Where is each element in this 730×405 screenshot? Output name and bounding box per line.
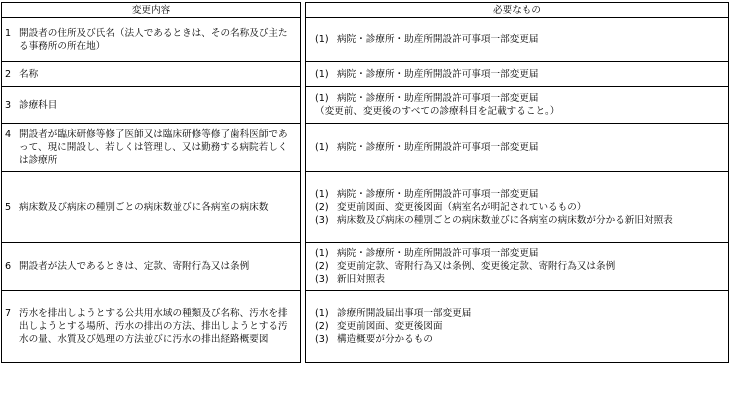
item-number: 3 [5,99,12,111]
item-number: 7 [5,308,12,319]
change-cell [2,172,301,243]
requirement-mark: (1) [315,68,329,80]
requirement-text: 構造概要が分かるもの [337,334,433,345]
requirement-text: 新旧対照表 [337,274,385,285]
requirement-item [315,307,724,320]
requirements-cell [306,18,729,62]
requirement-text: 病院・診療所・助産所開設許可事項一部変更届 [337,188,539,200]
requirement-mark: (1) [315,142,329,153]
change-text: 名称 [19,68,39,80]
requirement-item [315,214,724,227]
changes-table [1,2,729,363]
change-text: 開設者が法人であるときは、定款、寄附行為又は条例 [19,261,250,272]
header-required-items: 必要なもの [306,3,729,18]
table-body [2,18,729,363]
requirement-text: 変更前図面、変更後図面（病室名が明記されているもの） [337,201,587,213]
requirement-item [315,247,724,260]
requirement-text: 病院・診療所・助産所開設許可事項一部変更届 [337,248,539,259]
requirements-cell [306,172,729,243]
requirement-mark: (2) [315,321,329,332]
table-row [2,18,729,62]
change-cell [2,124,301,172]
requirement-mark: (1) [315,248,329,259]
requirement-mark: (1) [315,308,329,319]
change-cell [2,18,301,62]
requirement-mark: (1) [315,93,329,104]
change-cell [2,87,301,124]
requirement-item [315,68,724,81]
table-row [2,291,729,363]
requirement-mark: (2) [315,201,329,213]
change-cell [2,62,301,87]
requirement-mark: (3) [315,334,329,345]
requirement-mark: (1) [315,34,329,45]
requirement-item [315,273,724,286]
item-number: 4 [5,129,12,140]
change-text: 病床数及び病床の種別ごとの病床数並びに各病室の病床数 [19,201,269,213]
requirements-cell [306,62,729,87]
requirement-text: 病院・診療所・助産所開設許可事項一部変更届 [337,93,539,104]
change-text: 汚水を排出しようとする公共用水域の種類及び名称、汚水を排出しようとする場所、汚水の排出の方法、排出しようとする汚水の量、水質及び処理の方法並びに汚水の排出経路概要図 [19,308,288,345]
header-change-content: 変更内容 [2,3,301,18]
requirement-item [315,201,724,214]
change-cell [2,243,301,291]
requirements-cell [306,124,729,172]
requirement-text: 病院・診療所・助産所開設許可事項一部変更届 [337,34,539,45]
requirement-mark: (3) [315,214,329,226]
requirement-mark: (2) [315,261,329,272]
requirements-cell [306,87,729,124]
requirement-item [315,33,724,46]
item-number: 6 [5,261,12,272]
requirement-item [315,333,724,346]
change-text: 開設者が臨床研修等修了医師又は臨床研修等修了歯科医師であって、現に開設し、若しくは管理し、又は勤務する病院若しくは診療所 [19,129,288,166]
requirements-cell [306,291,729,363]
change-text: 開設者の住所及び氏名（法人であるときは、その名称及び主たる事務所の所在地） [19,27,288,52]
table-row [2,87,729,124]
requirement-text: 変更前図面、変更後図面 [337,321,443,332]
requirement-item [315,188,724,201]
requirement-mark: (3) [315,274,329,285]
requirement-text: 病院・診療所・助産所開設許可事項一部変更届 [337,68,539,80]
requirement-text: 診療所開設届出事項一部変更届 [337,308,472,319]
table-row [2,243,729,291]
requirement-item [315,320,724,333]
change-cell [2,291,301,363]
table-row [2,172,729,243]
requirement-text: 変更前定款、寄附行為又は条例、変更後定款、寄附行為又は条例 [337,261,616,272]
requirement-text: 病床数及び病床の種別ごとの病床数並びに各病室の病床数が分かる新旧対照表 [337,214,673,226]
requirement-note: （変更前、変更後のすべての診療科目を記載すること。） [315,106,560,117]
requirement-item [315,141,724,154]
table-header-row [2,3,729,18]
change-text: 診療科目 [19,99,58,111]
requirements-cell [306,243,729,291]
item-number: 1 [5,27,12,39]
item-number: 5 [5,201,12,213]
table-row [2,124,729,172]
item-number: 2 [5,68,12,80]
requirement-item [315,260,724,273]
requirement-text: 病院・診療所・助産所開設許可事項一部変更届 [337,142,539,153]
table-row [2,62,729,87]
requirement-mark: (1) [315,188,329,200]
requirement-item [315,92,724,105]
